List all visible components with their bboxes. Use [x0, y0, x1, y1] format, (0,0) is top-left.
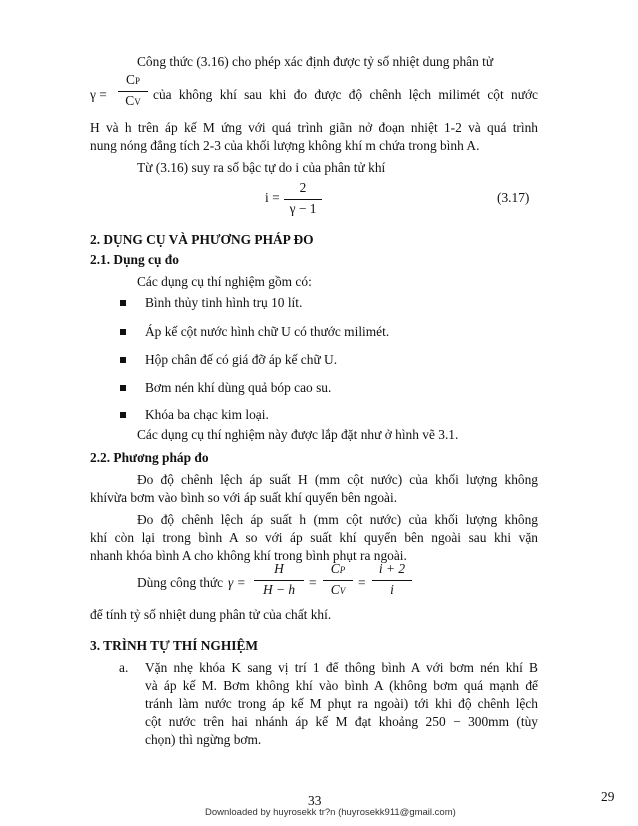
formula-equals-2: = [358, 575, 366, 590]
formula-conclusion: để tính tỷ số nhiệt dung phân tử của chất khí. [90, 607, 332, 622]
intro-line-4: nung nóng đẳng tích 2-3 của khối lượng không khí m chứa trong bình A. [90, 138, 480, 153]
gamma-symbol: γ = [90, 87, 107, 102]
method-p1-line-1: Đo độ chênh lệch áp suất H (mm cột nước) của khối lượng không [137, 472, 538, 487]
method-p2-line-1: Đo độ chênh lệch áp suất h (mm cột nước) của khối lượng không [137, 512, 538, 527]
eq-lhs: i = [265, 190, 280, 205]
eq-denominator: γ − 1 [289, 201, 317, 216]
formula-lead: Dùng công thức [137, 575, 224, 590]
formula-H: H [274, 561, 284, 576]
method-p2-line-2: khí còn lại trong bình A so với áp suất khí quyển bên ngoài sau khi vặn [90, 530, 538, 545]
step-a-line-3: tránh làm nước trong áp kế M phụt ra ngoài) tới khi độ chênh lệch [145, 696, 538, 711]
step-a-label: a. [119, 660, 129, 675]
formula-i-plus-2: i + 2 [378, 561, 406, 576]
step-a-line-1: Vặn nhẹ khóa K sang vị trí 1 để thông bình A với bơm nén khí B [145, 660, 538, 675]
method-p2-line-3: nhanh khóa bình A cho không khí trong bình phụt ra ngoài. [90, 548, 407, 563]
intro-line-3: H và h trên áp kế M ứng với quá trình giãn nở đoạn nhiệt 1-2 và quá trình [90, 120, 538, 135]
section-2-title: 2. DỤNG CỤ VÀ PHƯƠNG PHÁP ĐO [90, 232, 314, 247]
page-number-center: 33 [308, 793, 322, 808]
gamma-numerator: CP [126, 72, 140, 87]
list-item: Áp kế cột nước hình chữ U có thước milimét. [145, 324, 390, 339]
gamma-fraction-bar [118, 91, 148, 92]
formula-CV: CV [330, 582, 346, 597]
method-p1-line-2: khívừa bơm vào bình so với áp suất khí quyển bên ngoài. [90, 490, 398, 505]
formula-bar-3 [372, 580, 412, 581]
list-item: Khóa ba chạc kim loại. [145, 407, 269, 422]
formula-bar-1 [254, 580, 304, 581]
step-a-line-2: và áp kế M. Bơm không khí vào bình A (không bơm quá mạnh để [145, 678, 538, 693]
step-a-line-5: chọn) thì ngừng bơm. [145, 732, 262, 747]
intro-line-2: của không khí sau khi đo được độ chênh lệch milimét cột nước [153, 87, 538, 102]
section-2-1-title: 2.1. Dụng cụ đo [90, 252, 179, 267]
bullet-icon [120, 412, 126, 418]
download-watermark: Downloaded by huyrosekk tr?n (huyrosekk911@gmail.com) [205, 807, 456, 818]
bullet-icon [120, 329, 126, 335]
gamma-denominator: CV [125, 93, 141, 108]
formula-bar-2 [323, 580, 353, 581]
formula-equals-1: = [309, 575, 317, 590]
intro-line-1: Công thức (3.16) cho phép xác định được tỷ số nhiệt dung phân tử [137, 54, 494, 69]
formula-H-minus-h: H − h [262, 582, 296, 597]
formula-gamma: γ = [228, 575, 246, 590]
intro-line-5: Từ (3.16) suy ra số bậc tự do i của phân tử khí [137, 160, 386, 175]
bullet-icon [120, 385, 126, 391]
eq-fraction-bar [284, 199, 322, 200]
bullet-icon [120, 300, 126, 306]
bullet-icon [120, 357, 126, 363]
formula-CP: CP [330, 561, 346, 576]
step-a-line-4: cột nước trên hai nhánh áp kế M đạt khoảng 250 − 300mm (tùy [145, 714, 538, 729]
eq-number: (3.17) [497, 190, 530, 205]
page-number-right: 29 [601, 789, 615, 804]
list-item: Bình thủy tinh hình trụ 10 lít. [145, 295, 303, 310]
eq-numerator: 2 [299, 180, 307, 195]
section-3-title: 3. TRÌNH TỰ THÍ NGHIỆM [90, 638, 259, 653]
equipment-after: Các dụng cụ thí nghiệm này được lắp đặt như ở hình vẽ 3.1. [137, 427, 459, 442]
list-item: Bơm nén khí dùng quả bóp cao su. [145, 380, 332, 395]
section-2-2-title: 2.2. Phương pháp đo [90, 450, 209, 465]
formula-i: i [390, 582, 394, 597]
list-item: Hộp chân đế có giá đỡ áp kế chữ U. [145, 352, 338, 367]
equipment-lead: Các dụng cụ thí nghiệm gồm có: [137, 274, 312, 289]
